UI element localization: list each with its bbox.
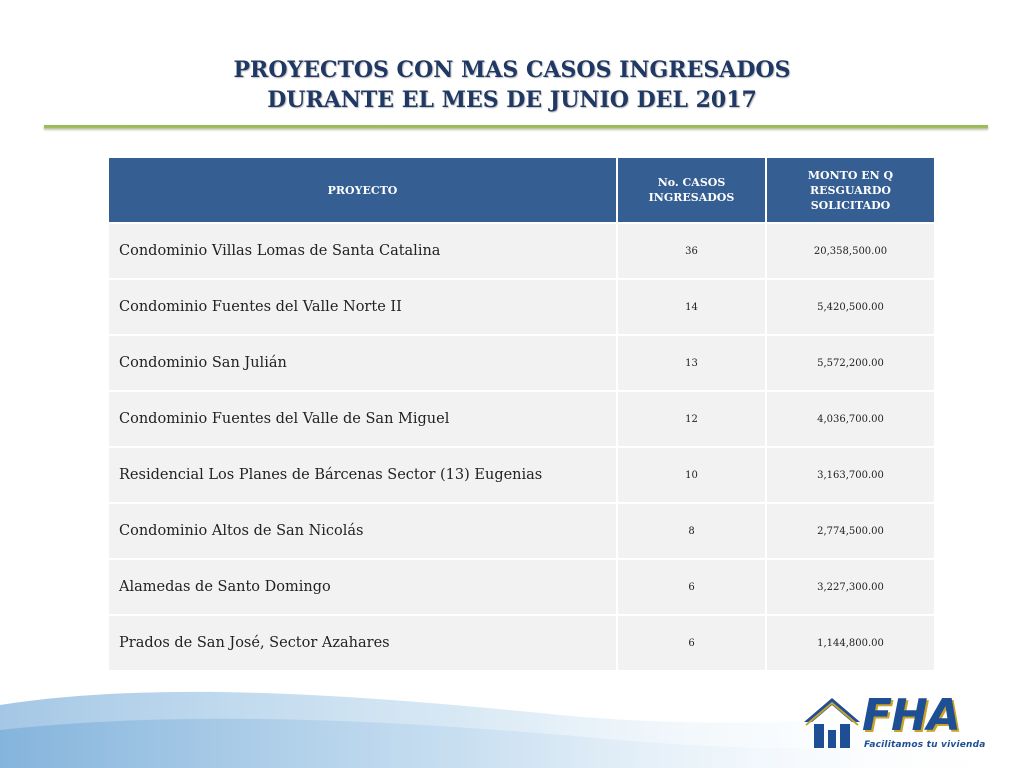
table-row [109,391,934,447]
cases-count: 13 [617,335,766,391]
amount-value: 5,420,500.00 [766,279,934,335]
header-project: PROYECTO [109,158,617,223]
cases-count: 8 [617,503,766,559]
project-name: Condominio Altos de San Nicolás [109,503,617,559]
project-name: Alamedas de Santo Domingo [109,559,617,615]
project-name: Condominio Fuentes del Valle de San Miguel [109,391,617,447]
cases-count: 12 [617,391,766,447]
cases-count: 6 [617,615,766,671]
cases-count: 10 [617,447,766,503]
title-line-2: DURANTE EL MES DE JUNIO DEL 2017 [267,87,757,113]
table-row [109,447,934,503]
table-row [109,503,934,559]
amount-value: 2,774,500.00 [766,503,934,559]
table-row [109,223,934,279]
project-name: Condominio San Julián [109,335,617,391]
amount-value: 5,572,200.00 [766,335,934,391]
cases-count: 36 [617,223,766,279]
table-row [109,279,934,335]
amount-value: 20,358,500.00 [766,223,934,279]
project-name: Condominio Fuentes del Valle Norte II [109,279,617,335]
header-cases: No. CASOS INGRESADOS [617,158,766,223]
cases-count: 6 [617,559,766,615]
fha-logo: FHA [862,690,960,741]
header-amount: MONTO EN Q RESGUARDO SOLICITADO [766,158,934,223]
title-line-1: PROYECTOS CON MAS CASOS INGRESADOS [233,57,791,83]
project-name: Prados de San José, Sector Azahares [109,615,617,671]
title-divider [44,125,988,129]
amount-value: 1,144,800.00 [766,615,934,671]
slide-title [0,55,1024,115]
amount-value: 4,036,700.00 [766,391,934,447]
project-name: Condominio Villas Lomas de Santa Catalina [109,223,617,279]
projects-table [109,158,934,672]
table-row [109,559,934,615]
amount-value: 3,163,700.00 [766,447,934,503]
table-header-row [109,158,934,223]
logo-tagline: Facilitamos tu vivienda [864,740,986,750]
project-name: Residencial Los Planes de Bárcenas Sector (13) Eugenias [109,447,617,503]
amount-value: 3,227,300.00 [766,559,934,615]
cases-count: 14 [617,279,766,335]
table-row [109,335,934,391]
